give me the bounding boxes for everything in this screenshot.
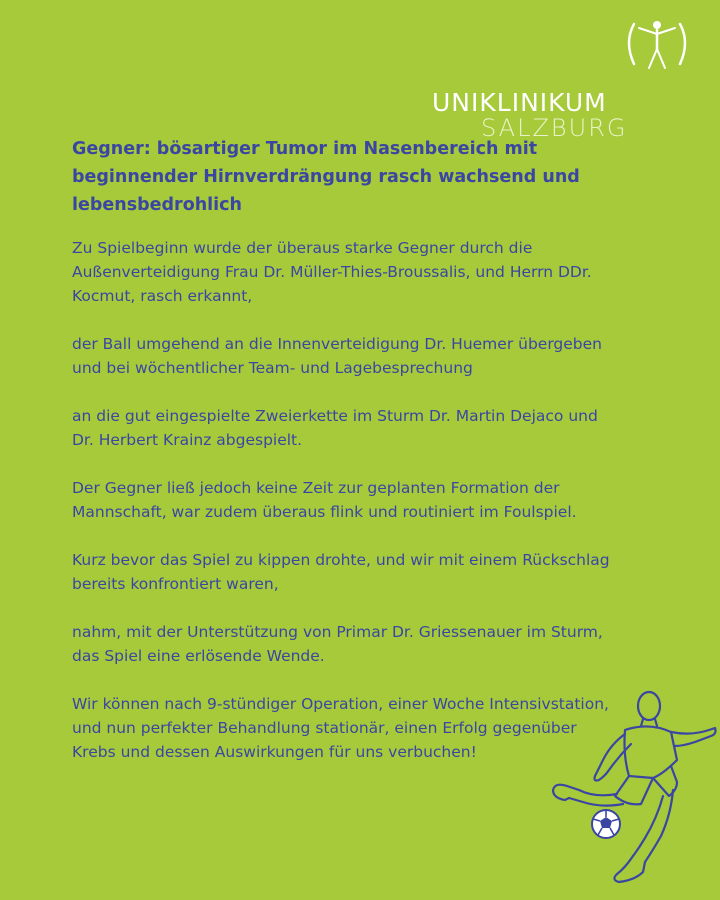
article	[72, 135, 612, 788]
paragraph-2: der Ball umgehend an die Innenverteidigung Dr. Huemer übergeben und bei wöchentlicher Team- und Lagebesprechung	[72, 335, 602, 377]
logo-title: UNIKLINIKUM	[432, 88, 607, 117]
vitruvian-figure-icon	[622, 18, 692, 74]
paragraph-1: Zu Spielbeginn wurde der überaus starke Gegner durch die Außenverteidigung Frau Dr. Müller-Thies-Broussalis, und Herrn DDr. Kocmut, rasch erkannt,	[72, 239, 592, 305]
paragraph-6: nahm, mit der Unterstützung von Primar Dr. Griessenauer im Sturm, das Spiel eine erlösende Wende.	[72, 623, 603, 665]
soccer-player-icon	[545, 686, 720, 896]
paragraph-5: Kurz bevor das Spiel zu kippen drohte, und wir mit einem Rückschlag bereits konfrontiert waren,	[72, 551, 610, 593]
paragraph-3: an die gut eingespielte Zweierkette im Sturm Dr. Martin Dejaco und Dr. Herbert Krainz abgespielt.	[72, 407, 598, 449]
logo-subtitle: SALZBURG	[481, 114, 628, 142]
soccer-ball-icon	[592, 810, 620, 838]
clinic-logo	[432, 18, 692, 142]
article-heading: Gegner: bösartiger Tumor im Nasenbereich mit beginnender Hirnverdrängung rasch wachsend und lebensbedrohlich	[72, 139, 580, 215]
paragraph-7: Wir können nach 9-stündiger Operation, einer Woche Intensivstation, und nun perfekter Behandlung stationär, einen Erfolg gegenüber Krebs und dessen Auswirkungen für uns verbuchen!	[72, 695, 609, 761]
paragraph-4: Der Gegner ließ jedoch keine Zeit zur geplanten Formation der Mannschaft, war zudem überaus flink und routiniert im Foulspiel.	[72, 479, 577, 521]
